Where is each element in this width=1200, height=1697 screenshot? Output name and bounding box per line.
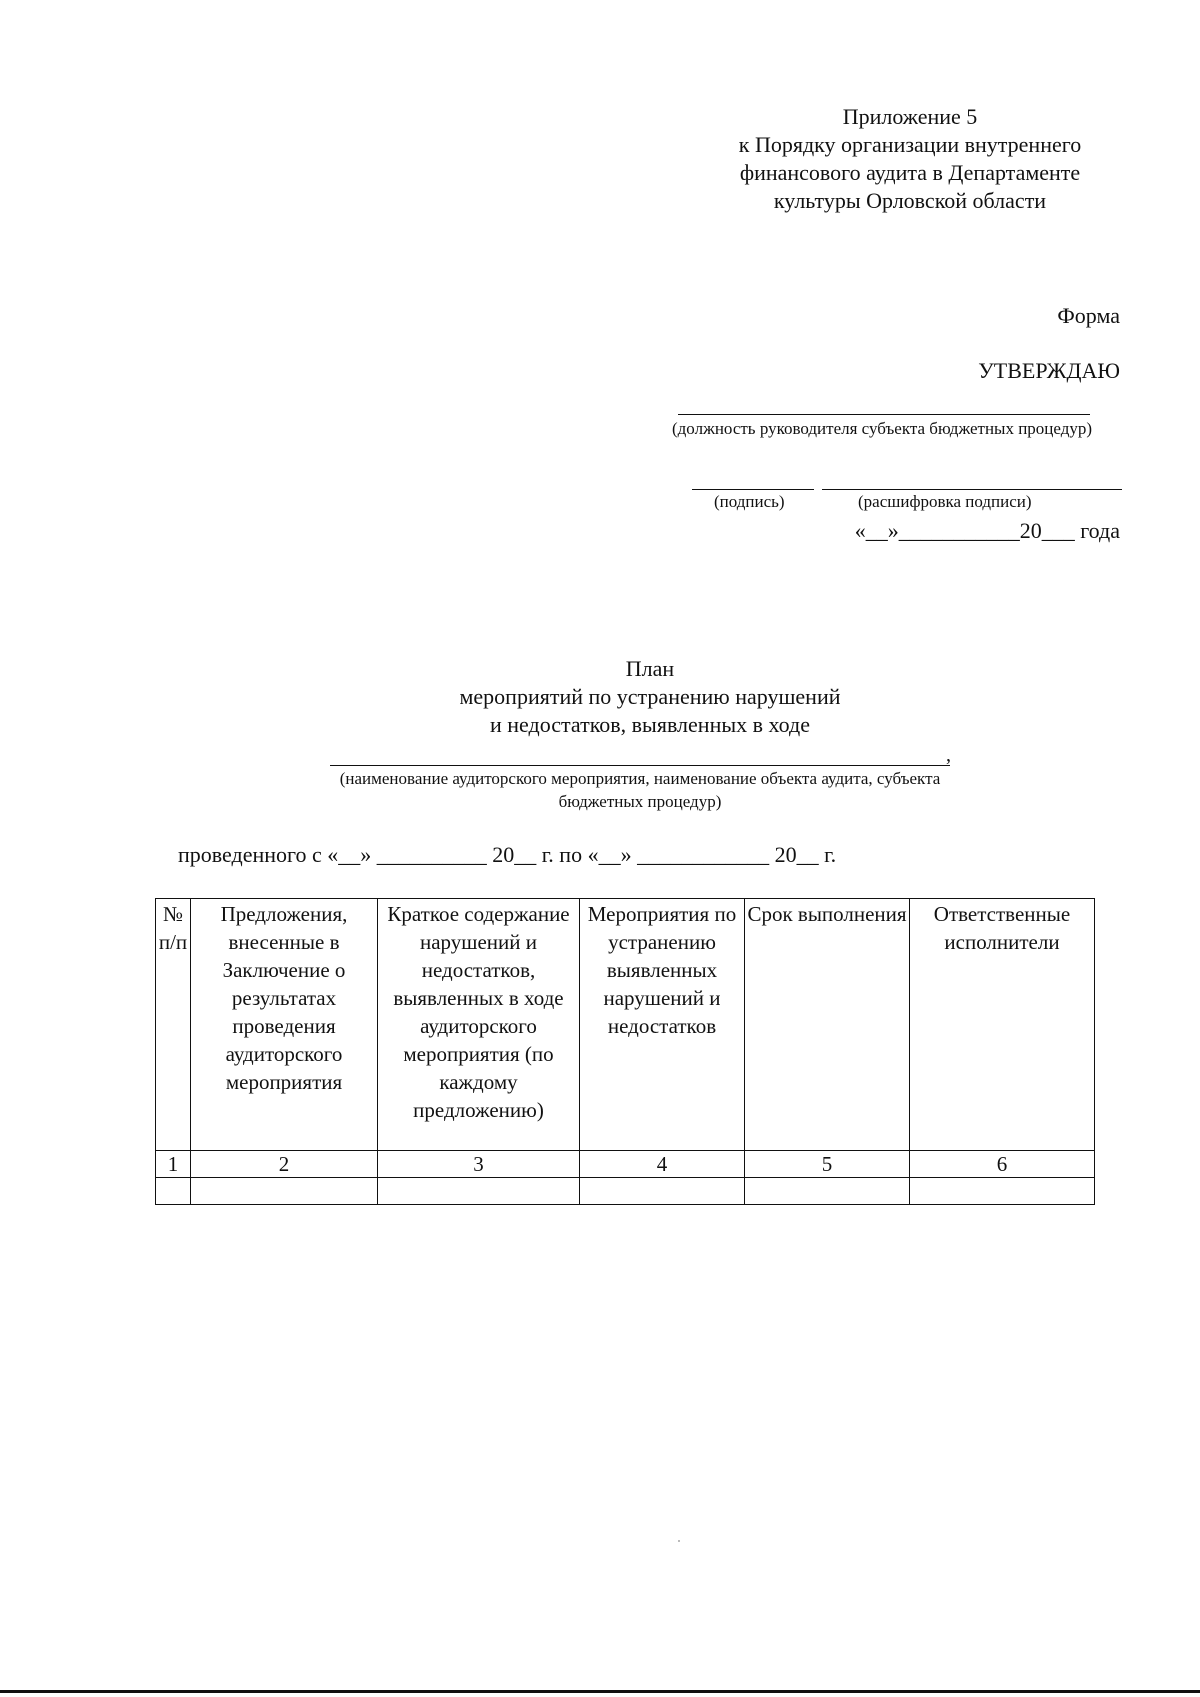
- title-line-2: мероприятий по устранению нарушений: [459, 684, 841, 709]
- header-measures: Мероприятия по устранению выявленных нарушений и недостатков: [580, 899, 745, 1151]
- table-row: [156, 1178, 1095, 1205]
- approve-label: УТВЕРЖДАЮ: [978, 358, 1120, 383]
- appendix-line-1: Приложение 5: [842, 104, 978, 129]
- header-proposals: Предложения, внесенные в Заключение о результатах проведения аудиторского мероприятия: [191, 899, 378, 1151]
- audit-caption: (наименование аудиторского мероприятия, наименование объекта аудита, субъекта бюджетных процедур): [339, 769, 941, 811]
- header-violations-summary: Краткое содержание нарушений и недостатков, выявленных в ходе аудиторского мероприятия (по каждому предложению): [378, 899, 580, 1151]
- audit-name-blank-line: [330, 765, 950, 766]
- scan-speck: [678, 1540, 680, 1542]
- bottom-scan-edge: [0, 1690, 1200, 1693]
- signature-caption: (подпись): [714, 492, 785, 511]
- empty-cell: [156, 1178, 191, 1205]
- appendix-line-2: к Порядку организации внутреннего: [738, 132, 1082, 157]
- title-line-1: План: [625, 656, 675, 681]
- column-number-6: 6: [910, 1151, 1095, 1178]
- decode-blank-line: [822, 489, 1122, 490]
- header-responsible: Ответственные исполнители: [910, 899, 1095, 1151]
- empty-cell: [745, 1178, 910, 1205]
- signature-blank-line: [692, 489, 814, 490]
- column-number-4: 4: [580, 1151, 745, 1178]
- empty-cell: [191, 1178, 378, 1205]
- header-deadline: Срок выполнения: [745, 899, 910, 1151]
- form-label: Форма: [1057, 303, 1120, 328]
- column-number-2: 2: [191, 1151, 378, 1178]
- plan-title: [300, 655, 1000, 739]
- appendix-line-3: финансового аудита в Департаменте: [739, 160, 1081, 185]
- period-line: проведенного с «__» __________ 20__ г. по «__» ____________ 20__ г.: [178, 842, 837, 867]
- empty-cell: [580, 1178, 745, 1205]
- appendix-line-4: культуры Орловской области: [773, 188, 1047, 213]
- decode-caption: (расшифровка подписи): [858, 492, 1032, 511]
- plan-table: [155, 898, 1095, 1205]
- position-blank-line: [678, 414, 1090, 415]
- column-number-5: 5: [745, 1151, 910, 1178]
- header-number: № п/п: [156, 899, 191, 1151]
- table-number-row: [156, 1151, 1095, 1178]
- appendix-header: [690, 103, 1130, 215]
- title-line-3: и недостатков, выявленных в ходе: [489, 712, 810, 737]
- column-number-1: 1: [156, 1151, 191, 1178]
- empty-cell: [910, 1178, 1095, 1205]
- audit-name-comma: ,: [946, 744, 951, 766]
- column-number-3: 3: [378, 1151, 580, 1178]
- position-caption: (должность руководителя субъекта бюджетных процедур): [672, 419, 1093, 438]
- table-header-row: [156, 899, 1095, 1151]
- empty-cell: [378, 1178, 580, 1205]
- approval-date-line: «__»___________20___ года: [854, 518, 1120, 543]
